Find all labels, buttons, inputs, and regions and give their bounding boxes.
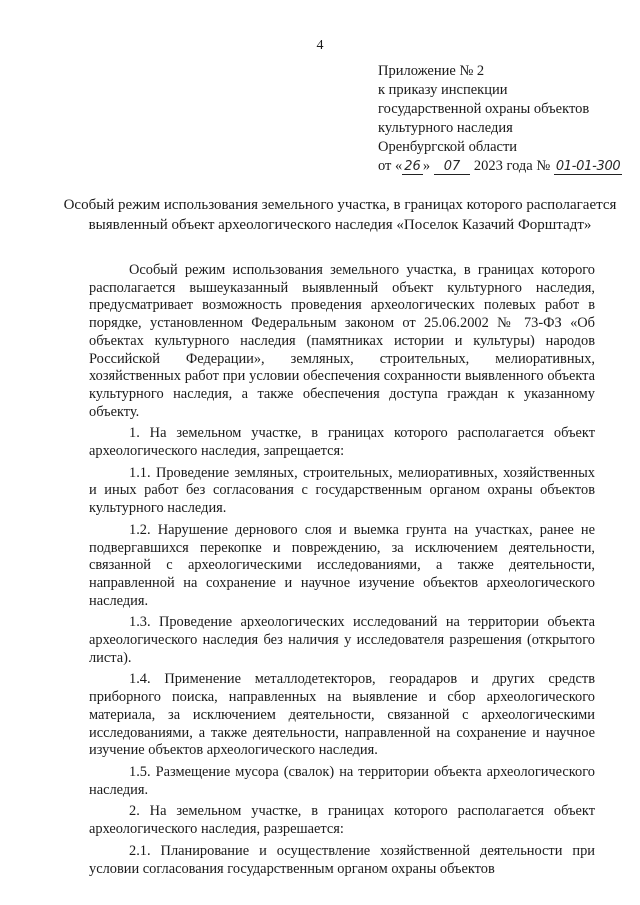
paragraph-1-4: 1.4. Применение металлодетекторов, георадаров и других средств приборного поиска, направленных на выявление и сбор археологического материала, за исключением деятельности, связанной с археологическими исследованиями, а также деятельности, направленной на сохранение и научное изучение объектов археологического наследия. bbox=[89, 671, 595, 759]
paragraph-2-1: 2.1. Планирование и осуществление хозяйственной деятельности при условии согласования государственным органом охраны объектов bbox=[89, 842, 595, 877]
handwritten-month: 07 bbox=[434, 159, 471, 175]
handwritten-order-number: 01-01-300 bbox=[555, 159, 621, 174]
appendix-line-5: Оренбургской области bbox=[378, 139, 518, 155]
appendix-line-1: Приложение № 2 bbox=[378, 63, 485, 79]
paragraph-2: 2. На земельном участке, в границах которого располагается объект археологического наследия, разрешается: bbox=[89, 803, 595, 838]
paragraph-1-1: 1.1. Проведение земляных, строительных, мелиоративных, хозяйственных и иных работ без согласования с государственным органом охраны объектов культурного наследия. bbox=[89, 464, 595, 517]
appendix-line-3: государственной охраны объектов bbox=[378, 101, 590, 117]
handwritten-day: 26 bbox=[404, 159, 421, 174]
date-year: 2023 года № bbox=[473, 158, 551, 174]
paragraph-1-2: 1.2. Нарушение дернового слоя и выемка грунта на участках, ранее не подвергавшихся перекопке и повреждению, за исключением деятельности, связанной с археологическими исследованиями, а также деятельности, направленной на сохранение и научное изучение объектов археологического наследия. bbox=[89, 521, 595, 609]
appendix-line-2: к приказу инспекции bbox=[378, 82, 508, 98]
paragraph-intro: Особый режим использования земельного участка, в границах которого располагается вышеуказанный выявленный объект культурного наследия, предусматривает возможность проведения археологических полевых работ в порядке, установленном Федеральным законом от 25.06.2002 № 73-ФЗ «Об объектах культурного наследия (памятниках истории и культуры) народов Российской Федерации», земляных, строительных, мелиоративных, хозяйственных работ при условии обеспечения сохранности выявленного объекта культурного наследия, а также обеспечения доступа граждан к указанному объекту. bbox=[89, 262, 595, 420]
appendix-line-4: культурного наследия bbox=[378, 120, 513, 136]
appendix-date-line bbox=[378, 157, 640, 176]
date-close: » bbox=[422, 158, 431, 174]
document-body bbox=[89, 262, 595, 882]
page-number: 4 bbox=[316, 38, 324, 53]
paragraph-1-5: 1.5. Размещение мусора (свалок) на территории объекта археологического наследия. bbox=[89, 763, 595, 798]
document-title: Особый режим использования земельного участка, в границах которого располагается выявленный объект археологического наследия «Поселок Казачий Форштадт» bbox=[63, 197, 617, 233]
appendix-block bbox=[378, 62, 640, 176]
paragraph-1: 1. На земельном участке, в границах которого располагается объект археологического наследия, запрещается: bbox=[89, 425, 595, 460]
paragraph-1-3: 1.3. Проведение археологических исследований на территории объекта археологического наследия без наличия у исследователя разрешения (открытого листа). bbox=[89, 614, 595, 666]
date-prefix: от « bbox=[378, 158, 403, 174]
